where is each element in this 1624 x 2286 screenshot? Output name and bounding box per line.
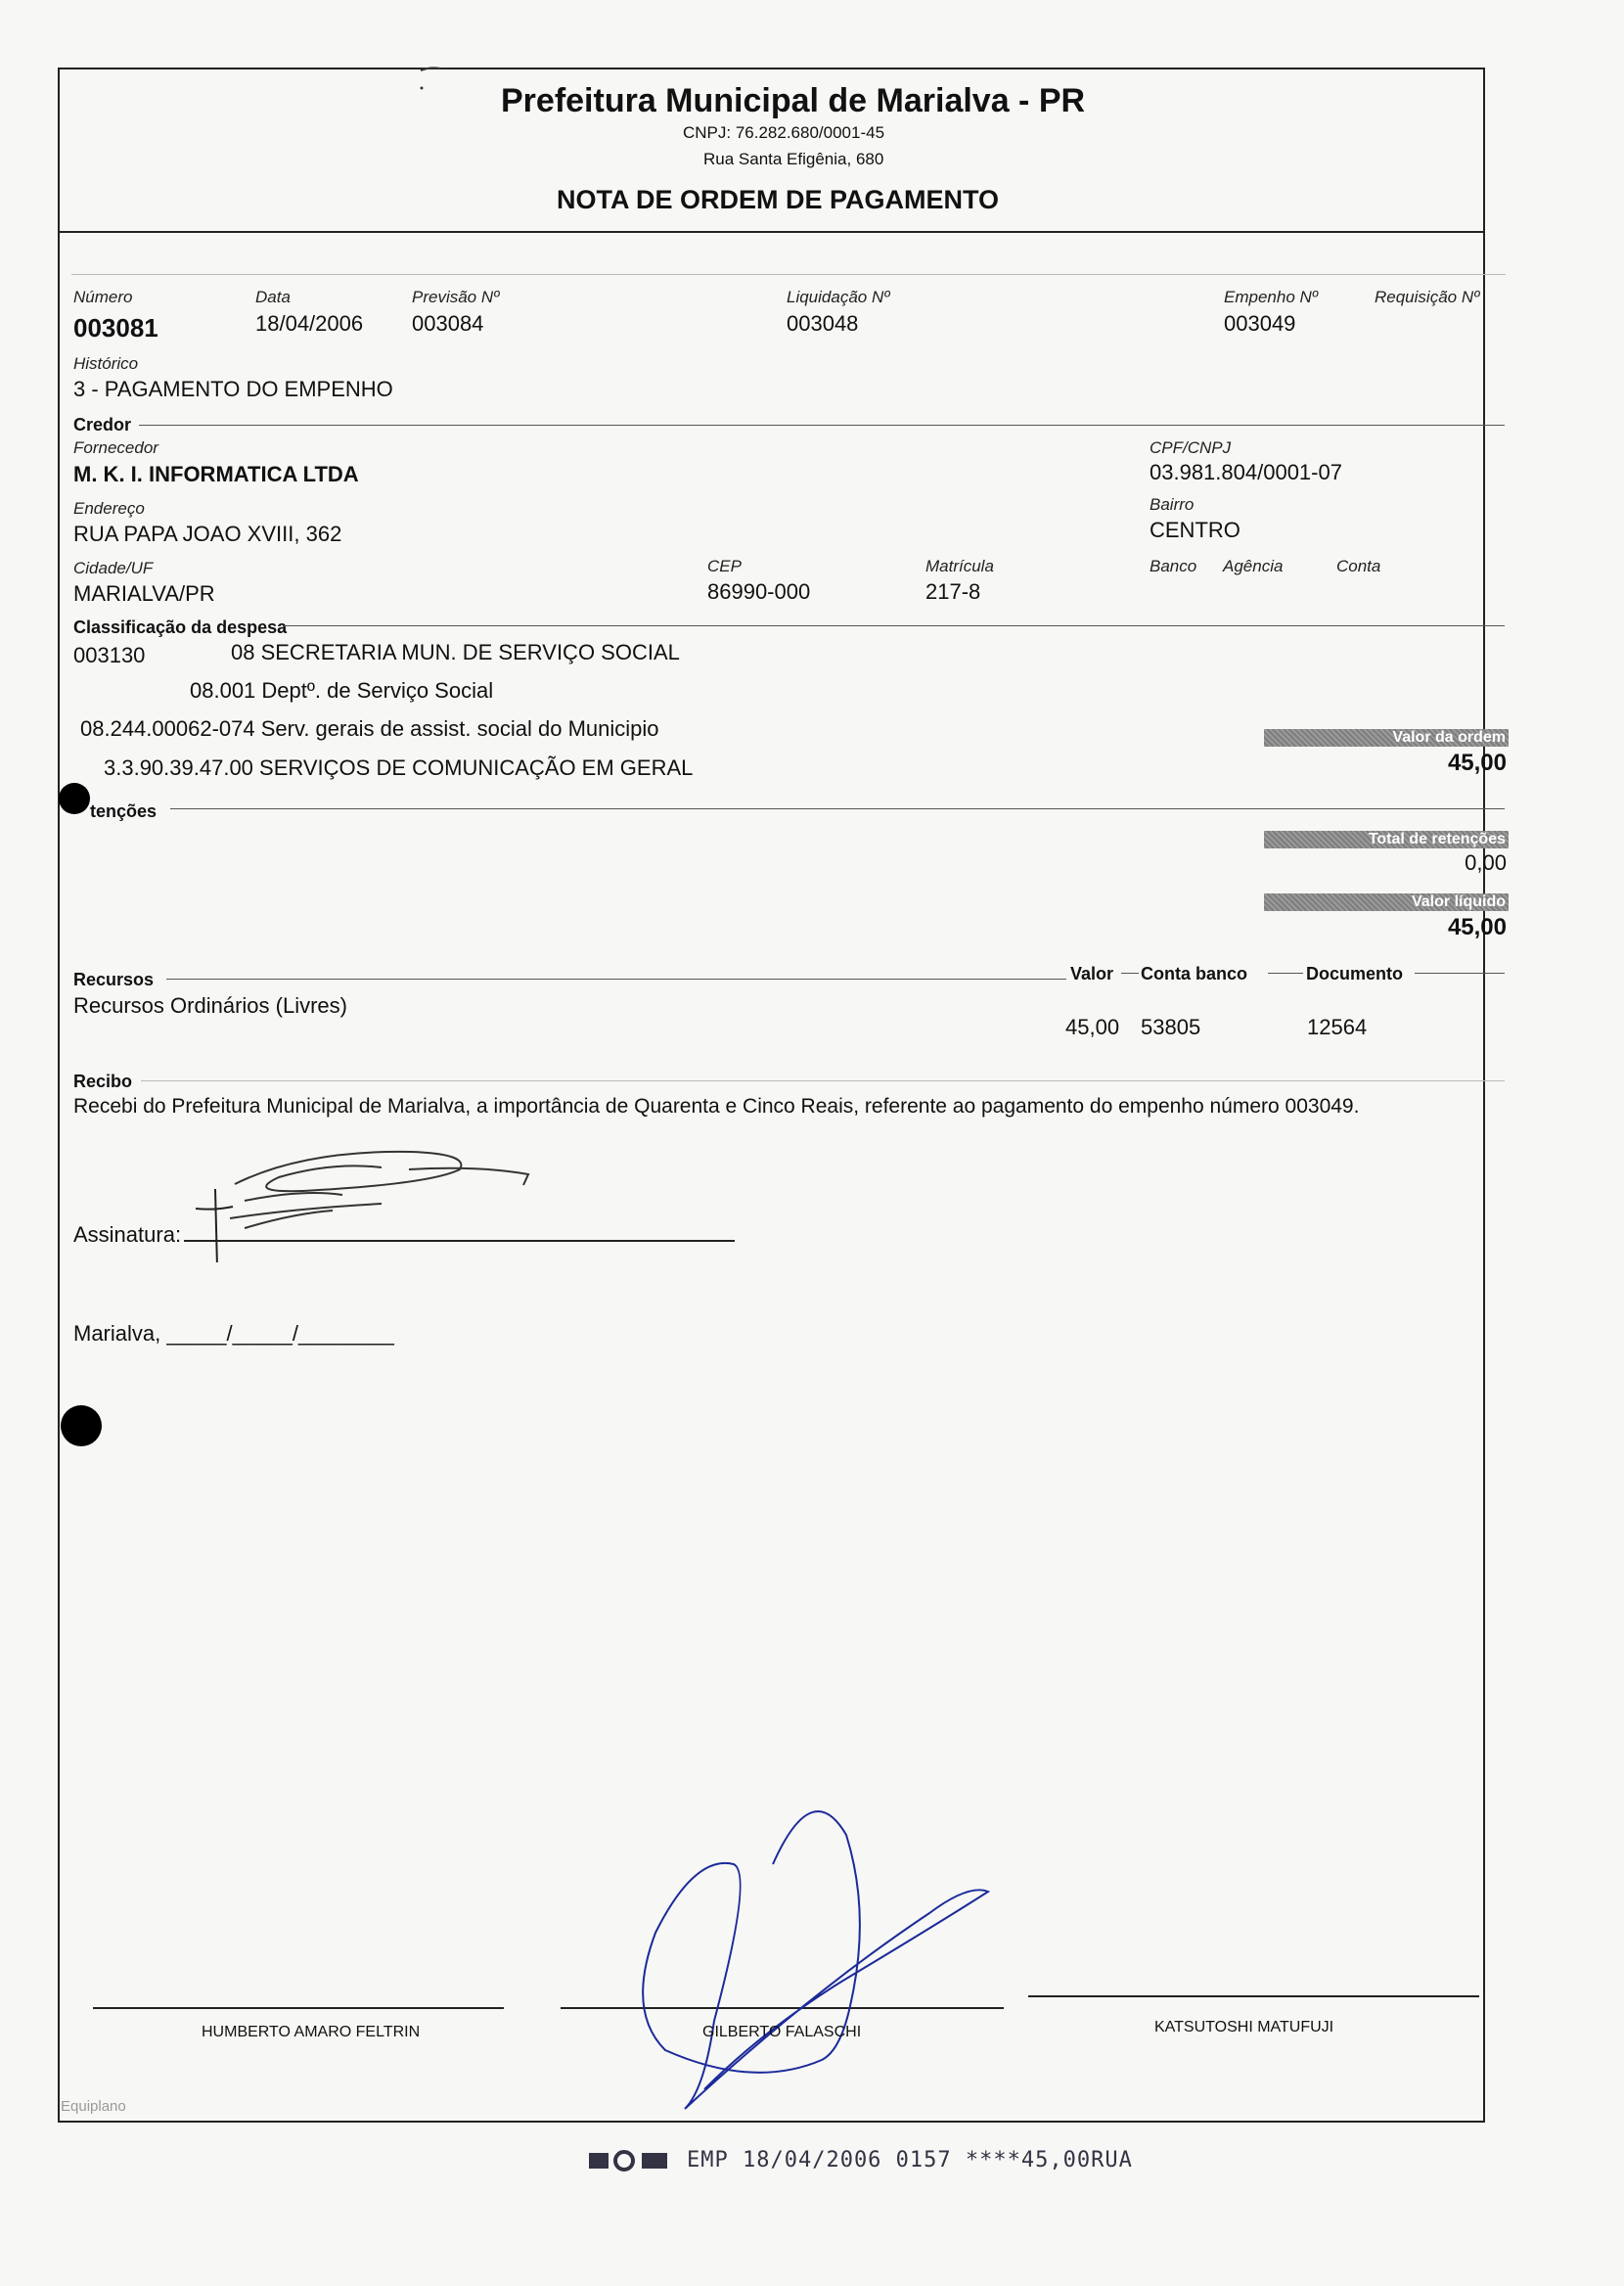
director-signature bbox=[616, 1796, 1105, 2138]
credor-rule bbox=[139, 425, 1505, 426]
recursos-documento: 12564 bbox=[1307, 1015, 1368, 1039]
cep-value: 86990-000 bbox=[707, 579, 811, 604]
retencoes-section-label: tenções bbox=[90, 801, 158, 821]
liquidacao-label: Liquidação Nº bbox=[787, 288, 890, 306]
data-value: 18/04/2006 bbox=[255, 311, 364, 336]
empenho-label: Empenho Nº bbox=[1224, 288, 1318, 306]
receipt-signature bbox=[186, 1130, 548, 1262]
departamento-text: 08.001 Deptº. de Serviço Social bbox=[190, 678, 494, 703]
valor-ordem-value: 45,00 bbox=[1447, 750, 1507, 776]
classificacao-section-label: Classificação da despesa bbox=[73, 617, 288, 637]
conta-label: Conta bbox=[1336, 557, 1381, 575]
valor-rule bbox=[1121, 973, 1139, 974]
retencoes-rule bbox=[170, 808, 1505, 809]
punch-hole-mark bbox=[61, 1405, 102, 1446]
conta-banco-header: Conta banco bbox=[1141, 964, 1248, 983]
total-retencoes-label: Total de retenções bbox=[1264, 831, 1509, 848]
classificacao-code: 003130 bbox=[73, 643, 146, 667]
cash-stamp: EMP 18/04/2006 0157 ****45,00RUA bbox=[687, 2148, 1133, 2172]
assinatura-line bbox=[184, 1240, 735, 1242]
cidade-label: Cidade/UF bbox=[73, 559, 154, 577]
banco-label: Banco bbox=[1150, 557, 1197, 575]
local-data-text: Marialva, _____/_____/________ bbox=[73, 1321, 394, 1346]
documento-header: Documento bbox=[1306, 964, 1403, 983]
bairro-label: Bairro bbox=[1150, 495, 1195, 514]
valor-header: Valor bbox=[1070, 964, 1114, 983]
requisicao-label: Requisição Nº bbox=[1375, 288, 1480, 306]
valor-ordem-label: Valor da ordem bbox=[1264, 729, 1509, 747]
matricula-label: Matrícula bbox=[925, 557, 994, 575]
signatory-2-name: GILBERTO FALASCHI bbox=[702, 2024, 862, 2040]
cidade-value: MARIALVA/PR bbox=[73, 581, 215, 606]
funcional-text: 08.244.00062-074 Serv. gerais de assist. social do Municipio bbox=[80, 716, 659, 741]
cpf-value: 03.981.804/0001-07 bbox=[1150, 460, 1342, 484]
documento-rule bbox=[1415, 973, 1505, 974]
brand-text: Equiplano bbox=[61, 2098, 126, 2115]
previsao-label: Previsão Nº bbox=[412, 288, 500, 306]
conta-rule bbox=[1268, 973, 1303, 974]
signatory-3-name: KATSUTOSHI MATUFUJI bbox=[1154, 2019, 1334, 2035]
empenho-value: 003049 bbox=[1224, 311, 1296, 336]
total-retencoes-value: 0,00 bbox=[1465, 850, 1507, 875]
stamp-logo-icon bbox=[587, 2147, 675, 2174]
recursos-valor: 45,00 bbox=[1065, 1015, 1120, 1039]
recursos-rule bbox=[166, 979, 1066, 980]
page-title: Prefeitura Municipal de Marialva - PR bbox=[501, 82, 1086, 119]
recibo-rule bbox=[141, 1080, 1505, 1081]
endereco-value: RUA PAPA JOAO XVIII, 362 bbox=[73, 522, 342, 546]
valor-liquido-value: 45,00 bbox=[1447, 914, 1507, 940]
secretaria-text: 08 SECRETARIA MUN. DE SERVIÇO SOCIAL bbox=[231, 640, 680, 664]
classificacao-rule bbox=[284, 625, 1505, 626]
agencia-label: Agência bbox=[1223, 557, 1284, 575]
header-divider bbox=[58, 231, 1483, 233]
recursos-section-label: Recursos bbox=[73, 970, 155, 989]
fornecedor-value: M. K. I. INFORMATICA LTDA bbox=[73, 462, 359, 486]
punch-hole-mark bbox=[59, 783, 90, 814]
endereco-label: Endereço bbox=[73, 499, 145, 518]
numero-label: Número bbox=[73, 288, 133, 306]
previsao-value: 003084 bbox=[412, 311, 484, 336]
historico-value: 3 - PAGAMENTO DO EMPENHO bbox=[73, 377, 393, 401]
cep-label: CEP bbox=[707, 557, 742, 575]
recibo-section-label: Recibo bbox=[73, 1072, 133, 1091]
historico-label: Histórico bbox=[73, 354, 139, 373]
bairro-value: CENTRO bbox=[1150, 518, 1241, 542]
elemento-text: 3.3.90.39.47.00 SERVIÇOS DE COMUNICAÇÃO EM GERAL bbox=[104, 755, 694, 780]
recursos-conta: 53805 bbox=[1141, 1015, 1201, 1039]
numero-value: 003081 bbox=[73, 313, 158, 343]
assinatura-label: Assinatura: bbox=[73, 1222, 182, 1247]
fornecedor-label: Fornecedor bbox=[73, 438, 158, 457]
liquidacao-value: 003048 bbox=[787, 311, 859, 336]
mark-icon bbox=[417, 65, 446, 94]
address-text: Rua Santa Efigênia, 680 bbox=[703, 150, 884, 168]
data-label: Data bbox=[255, 288, 291, 306]
cnpj-text: CNPJ: 76.282.680/0001-45 bbox=[683, 123, 885, 142]
top-rule bbox=[71, 274, 1506, 275]
cpf-label: CPF/CNPJ bbox=[1150, 438, 1232, 457]
document-title: NOTA DE ORDEM DE PAGAMENTO bbox=[557, 185, 1000, 214]
credor-section-label: Credor bbox=[73, 415, 132, 434]
signatory-1-name: HUMBERTO AMARO FELTRIN bbox=[202, 2024, 421, 2040]
valor-liquido-label: Valor líquido bbox=[1264, 893, 1509, 911]
recursos-descricao: Recursos Ordinários (Livres) bbox=[73, 993, 347, 1018]
matricula-value: 217-8 bbox=[925, 579, 981, 604]
signature-line-1 bbox=[93, 2007, 504, 2009]
recibo-text: Recebi do Prefeitura Municipal de Marialva, a importância de Quarenta e Cinco Reais, referente ao pagamento do empenho número 003049. bbox=[73, 1095, 1360, 1118]
